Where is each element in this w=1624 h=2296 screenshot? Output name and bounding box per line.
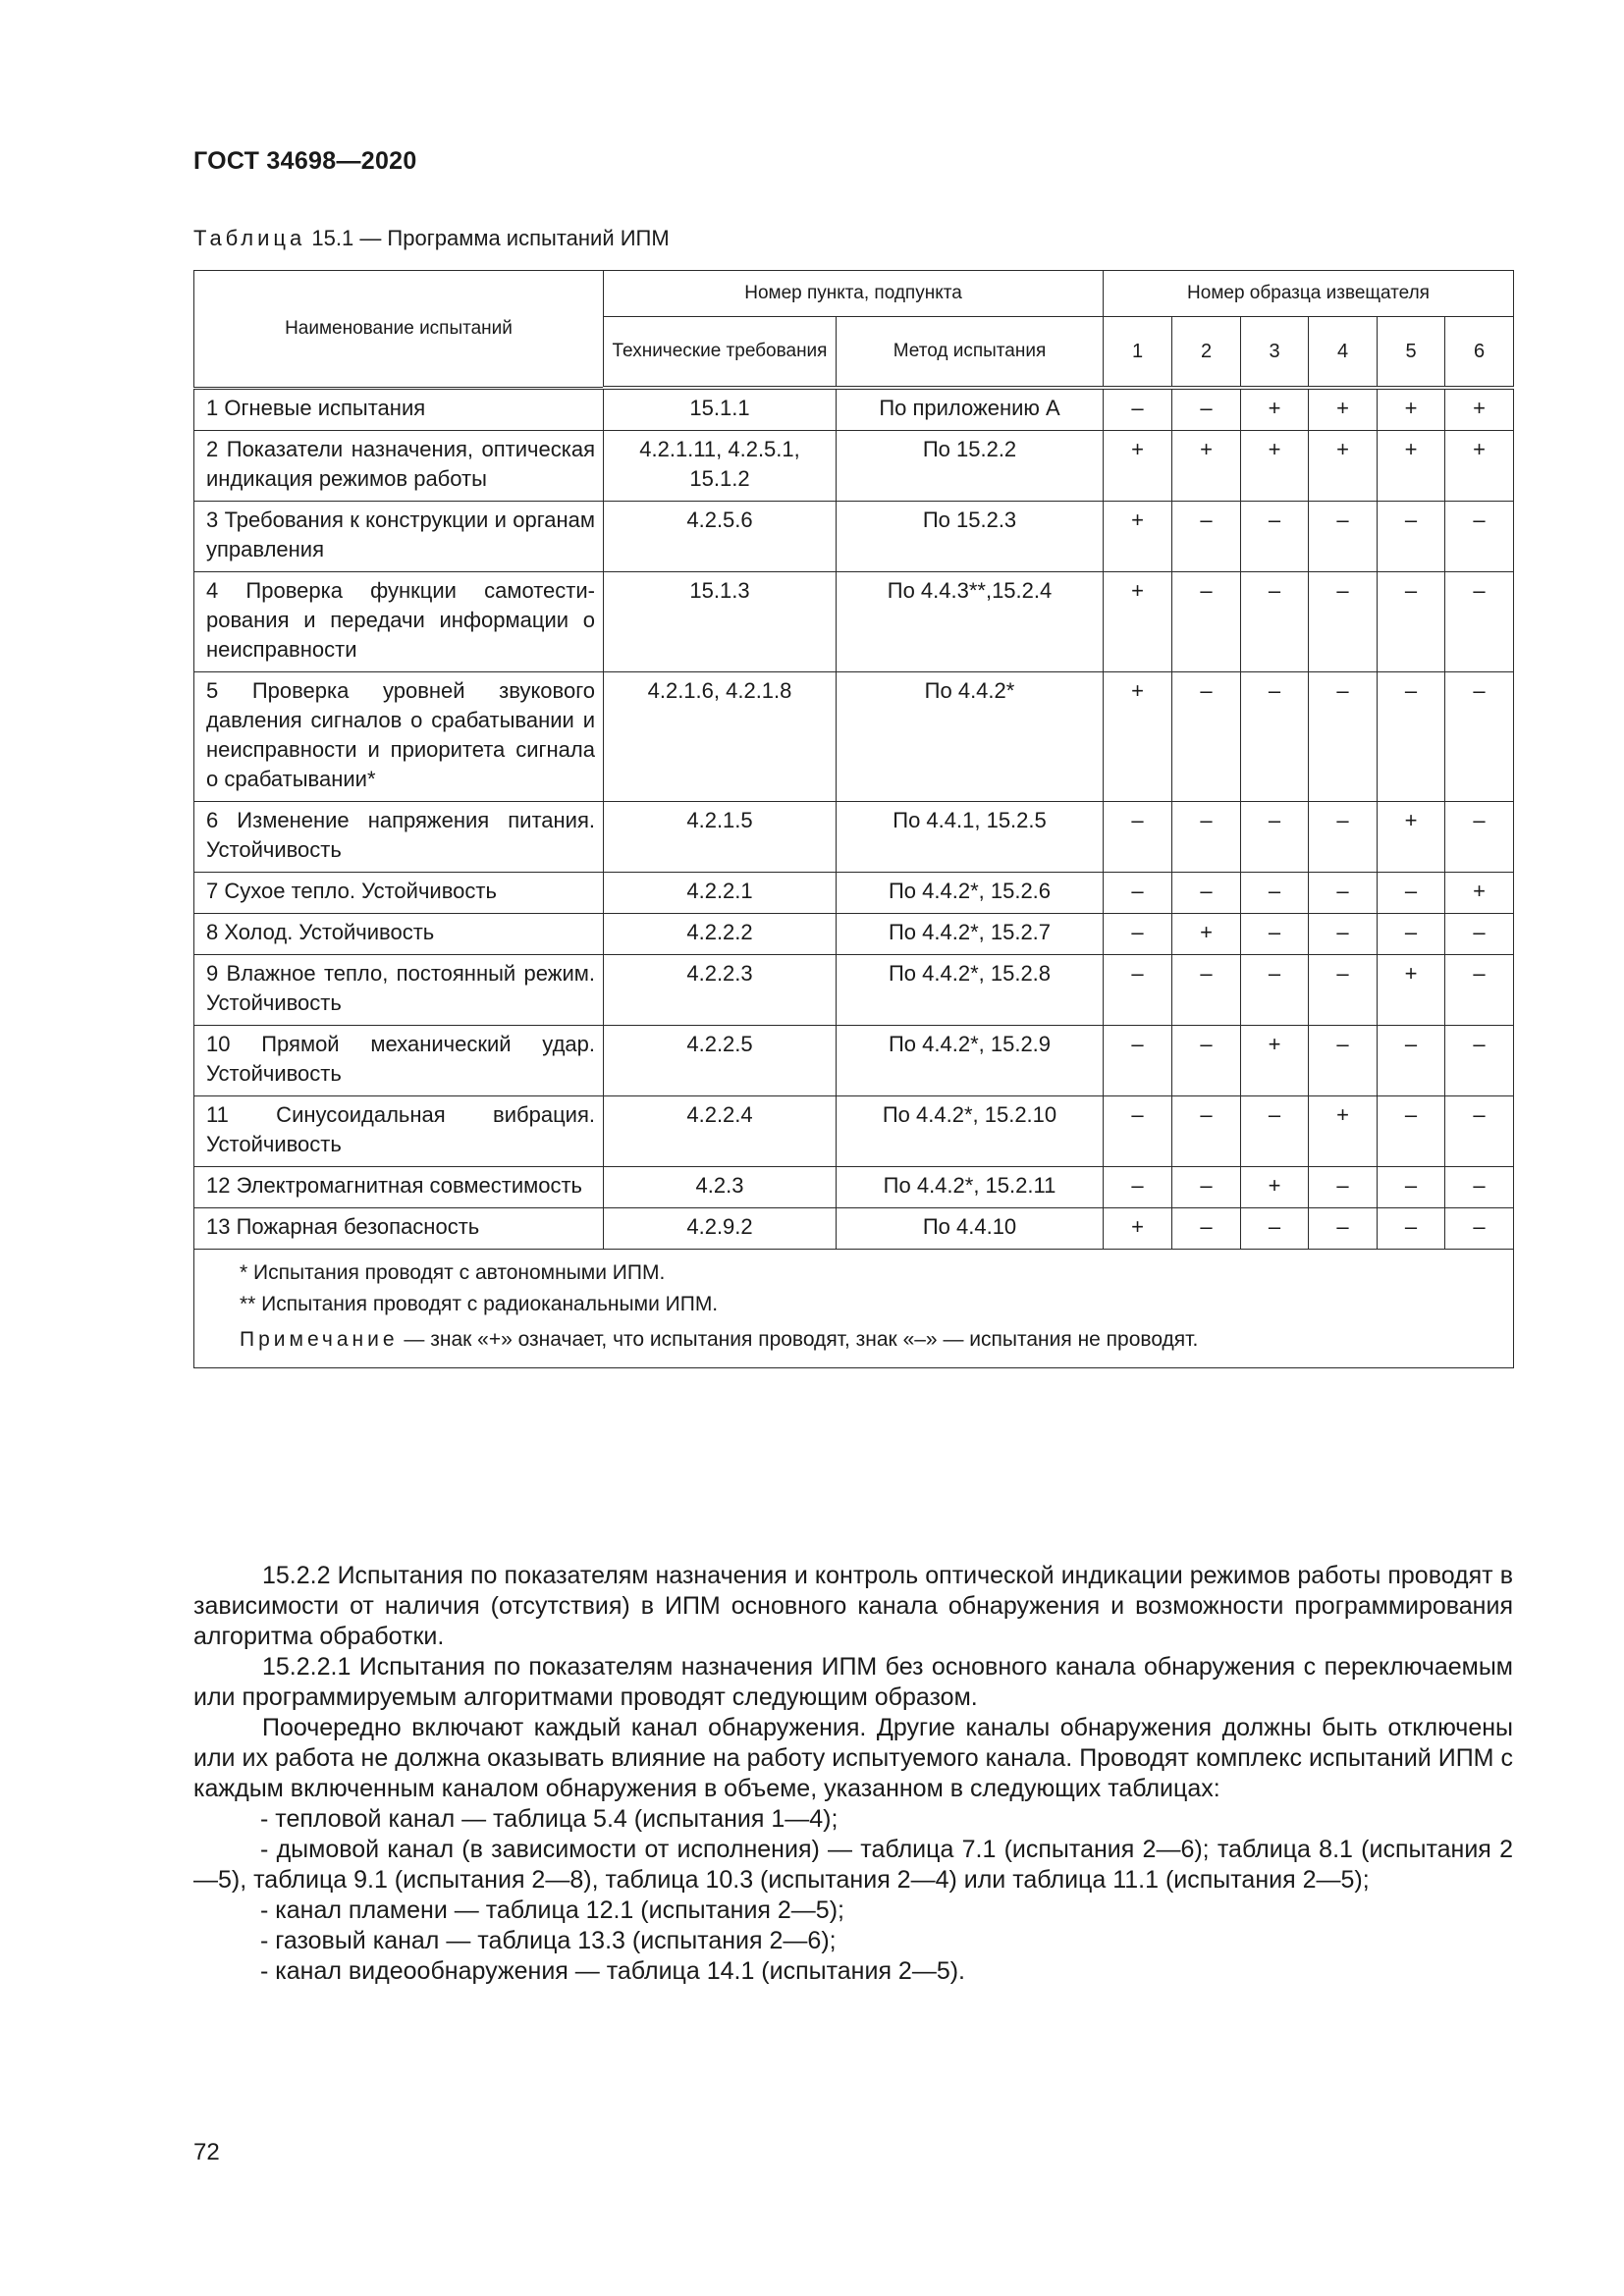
test-name-cell: 9 Влажное тепло, постоянный режим. Устойчивость — [194, 955, 604, 1026]
tech-requirement-cell: 4.2.3 — [604, 1167, 837, 1208]
caption-text: 15.1 — Программа испытаний ИПМ — [311, 226, 670, 250]
tech-requirement-cell: 4.2.2.4 — [604, 1096, 837, 1167]
table-footnotes — [194, 1250, 1514, 1368]
sample-mark-cell: – — [1445, 502, 1514, 572]
sample-mark-cell: – — [1172, 1167, 1241, 1208]
sample-mark-cell: + — [1309, 431, 1378, 502]
sample-mark-cell: – — [1241, 1096, 1309, 1167]
sample-mark-cell: – — [1172, 572, 1241, 672]
sample-mark-cell: – — [1445, 1208, 1514, 1250]
sample-mark-cell: – — [1172, 955, 1241, 1026]
test-name-cell: 12 Электромагнитная совместимость — [194, 1167, 604, 1208]
sample-mark-cell: – — [1378, 572, 1445, 672]
test-method-cell: По 4.4.2*, 15.2.6 — [837, 873, 1104, 914]
table-row — [194, 672, 1514, 802]
sample-mark-cell: – — [1241, 914, 1309, 955]
test-name-cell: 4 Проверка функции самотестирования и передачи информации о неисправности — [194, 572, 604, 672]
list-item: - газовый канал — таблица 13.3 (испытания 2—6); — [260, 1927, 837, 1954]
header-sample-2: 2 — [1172, 317, 1241, 389]
sample-mark-cell: + — [1309, 1096, 1378, 1167]
sample-mark-cell: – — [1378, 914, 1445, 955]
sample-mark-cell: – — [1309, 955, 1378, 1026]
test-method-cell: По 4.4.2* — [837, 672, 1104, 802]
table-row — [194, 572, 1514, 672]
page-number: 72 — [193, 2139, 220, 2165]
table-row — [194, 914, 1514, 955]
sample-mark-cell: – — [1309, 1167, 1378, 1208]
table-row — [194, 502, 1514, 572]
tech-requirement-cell: 4.2.1.11, 4.2.5.1, 15.1.2 — [604, 431, 837, 502]
test-name-cell: 10 Прямой механический удар. Устойчивость — [194, 1026, 604, 1096]
note-label: Примечание — [240, 1328, 399, 1351]
sample-mark-cell: – — [1241, 802, 1309, 873]
sample-mark-cell: – — [1104, 955, 1172, 1026]
sample-mark-cell: + — [1378, 388, 1445, 431]
tech-requirement-cell: 15.1.1 — [604, 388, 837, 431]
test-method-cell: По 4.4.2*, 15.2.10 — [837, 1096, 1104, 1167]
table-note — [240, 1324, 1501, 1356]
sample-mark-cell: – — [1172, 802, 1241, 873]
paragraph-15-2-2: 15.2.2 Испытания по показателям назначения и контроль оптической индикации режимов работы проводят в зависимости от наличия (отсутствия) в ИПМ основного канала обнаружения и возможности программирования алгоритма обработки. — [193, 1562, 1513, 1650]
sample-mark-cell: + — [1378, 802, 1445, 873]
test-method-cell: По 4.4.2*, 15.2.11 — [837, 1167, 1104, 1208]
sample-mark-cell: + — [1378, 955, 1445, 1026]
sample-mark-cell: – — [1309, 802, 1378, 873]
header-test-name: Наименование испытаний — [194, 271, 604, 389]
sample-mark-cell: + — [1172, 914, 1241, 955]
footnote-autonomous: * Испытания проводят с автономными ИПМ. — [240, 1261, 666, 1284]
sample-mark-cell: + — [1241, 388, 1309, 431]
header-sample-6: 6 — [1445, 317, 1514, 389]
note-text: — знак «+» означает, что испытания проводят, знак «–» — испытания не проводят. — [398, 1328, 1199, 1351]
tech-requirement-cell: 4.2.2.3 — [604, 955, 837, 1026]
sample-mark-cell: + — [1104, 1208, 1172, 1250]
test-name-cell: 11 Синусоидальная вибрация. Устойчивость — [194, 1096, 604, 1167]
sample-mark-cell: – — [1445, 1096, 1514, 1167]
document-header: ГОСТ 34698—2020 — [193, 147, 417, 175]
sample-mark-cell: – — [1378, 502, 1445, 572]
sample-mark-cell: – — [1172, 1096, 1241, 1167]
tech-requirement-cell: 4.2.2.2 — [604, 914, 837, 955]
sample-mark-cell: – — [1104, 802, 1172, 873]
test-method-cell: По 4.4.2*, 15.2.8 — [837, 955, 1104, 1026]
paragraph-procedure: Поочередно включают каждый канал обнаружения. Другие каналы обнаружения должны быть отключены или их работа не должна оказывать влияние на работу испытуемого канала. Проводят комплекс испытаний ИПМ с каждым включенным каналом обнаружения в объеме, указанном в следующих таблицах: — [193, 1714, 1513, 1802]
table-row — [194, 1208, 1514, 1250]
table-row — [194, 802, 1514, 873]
sample-mark-cell: – — [1445, 914, 1514, 955]
sample-mark-cell: – — [1445, 672, 1514, 802]
table-caption — [193, 226, 670, 251]
list-item: - канал пламени — таблица 12.1 (испытания 2—5); — [260, 1896, 844, 1924]
tech-requirement-cell: 4.2.2.1 — [604, 873, 837, 914]
sample-mark-cell: – — [1104, 1026, 1172, 1096]
test-method-cell: По 4.4.1, 15.2.5 — [837, 802, 1104, 873]
sample-mark-cell: – — [1172, 388, 1241, 431]
sample-mark-cell: – — [1241, 502, 1309, 572]
sample-mark-cell: – — [1378, 1026, 1445, 1096]
sample-mark-cell: – — [1172, 502, 1241, 572]
table-row — [194, 1026, 1514, 1096]
list-item: - дымовой канал (в зависимости от исполнения) — таблица 7.1 (испытания 2—6); таблица 8.1 (испытания 2—5), таблица 9.1 (испытания 2—8), таблица 10.3 (испытания 2—4) или таблица 11.1 (испытания 2—5); — [193, 1836, 1513, 1894]
sample-mark-cell: – — [1172, 873, 1241, 914]
sample-mark-cell: + — [1172, 431, 1241, 502]
sample-mark-cell: – — [1445, 1167, 1514, 1208]
sample-mark-cell: – — [1378, 1208, 1445, 1250]
sample-mark-cell: – — [1241, 873, 1309, 914]
sample-mark-cell: – — [1309, 572, 1378, 672]
sample-mark-cell: – — [1378, 873, 1445, 914]
test-method-cell: По 4.4.2*, 15.2.7 — [837, 914, 1104, 955]
test-name-cell: 1 Огневые испытания — [194, 388, 604, 431]
sample-mark-cell: – — [1104, 873, 1172, 914]
test-name-cell: 7 Сухое тепло. Устойчивость — [194, 873, 604, 914]
tech-requirement-cell: 4.2.1.5 — [604, 802, 837, 873]
header-sample-1: 1 — [1104, 317, 1172, 389]
sample-mark-cell: – — [1104, 388, 1172, 431]
footnote-radio: ** Испытания проводят с радиоканальными ИПМ. — [240, 1293, 719, 1315]
sample-mark-cell: – — [1241, 955, 1309, 1026]
tech-requirement-cell: 4.2.1.6, 4.2.1.8 — [604, 672, 837, 802]
sample-mark-cell: – — [1378, 1096, 1445, 1167]
header-tech-requirements: Технические требования — [604, 317, 837, 389]
header-clause-group: Номер пункта, подпункта — [604, 271, 1104, 317]
sample-mark-cell: + — [1241, 431, 1309, 502]
sample-mark-cell: + — [1104, 502, 1172, 572]
sample-mark-cell: + — [1378, 431, 1445, 502]
sample-mark-cell: + — [1104, 672, 1172, 802]
sample-mark-cell: – — [1241, 1208, 1309, 1250]
header-sample-5: 5 — [1378, 317, 1445, 389]
sample-mark-cell: + — [1241, 1167, 1309, 1208]
sample-mark-cell: + — [1104, 572, 1172, 672]
sample-mark-cell: – — [1241, 672, 1309, 802]
table-row — [194, 955, 1514, 1026]
sample-mark-cell: – — [1309, 1026, 1378, 1096]
sample-mark-cell: – — [1445, 955, 1514, 1026]
test-name-cell: 13 Пожарная безопасность — [194, 1208, 604, 1250]
tech-requirement-cell: 4.2.5.6 — [604, 502, 837, 572]
sample-mark-cell: + — [1445, 388, 1514, 431]
tech-requirement-cell: 4.2.2.5 — [604, 1026, 837, 1096]
sample-mark-cell: – — [1378, 672, 1445, 802]
test-name-cell: 6 Изменение напряжения питания. Устойчивость — [194, 802, 604, 873]
test-method-cell: По приложению А — [837, 388, 1104, 431]
test-program-table — [193, 270, 1514, 1368]
sample-mark-cell: – — [1309, 873, 1378, 914]
sample-mark-cell: – — [1104, 1167, 1172, 1208]
sample-mark-cell: – — [1445, 572, 1514, 672]
tech-requirement-cell: 4.2.9.2 — [604, 1208, 837, 1250]
sample-mark-cell: – — [1172, 672, 1241, 802]
test-method-cell: По 15.2.3 — [837, 502, 1104, 572]
sample-mark-cell: + — [1104, 431, 1172, 502]
header-sample-4: 4 — [1309, 317, 1378, 389]
header-sample-3: 3 — [1241, 317, 1309, 389]
table-row — [194, 1167, 1514, 1208]
channel-list — [193, 1804, 1513, 1987]
caption-label: Таблица — [193, 226, 306, 250]
test-name-cell: 5 Проверка уровней звукового давления сигналов о срабатывании и неисправности и приоритета сигнала о срабатывании* — [194, 672, 604, 802]
sample-mark-cell: – — [1378, 1167, 1445, 1208]
test-name-cell: 8 Холод. Устойчивость — [194, 914, 604, 955]
test-method-cell: По 4.4.2*, 15.2.9 — [837, 1026, 1104, 1096]
tech-requirement-cell: 15.1.3 — [604, 572, 837, 672]
test-name-cell: 3 Требования к конструкции и органам управления — [194, 502, 604, 572]
sample-mark-cell: + — [1241, 1026, 1309, 1096]
sample-mark-cell: – — [1309, 914, 1378, 955]
sample-mark-cell: – — [1241, 572, 1309, 672]
header-test-method: Метод испытания — [837, 317, 1104, 389]
sample-mark-cell: – — [1172, 1026, 1241, 1096]
list-item: - канал видеообнаружения — таблица 14.1 (испытания 2—5). — [260, 1957, 966, 1985]
sample-mark-cell: – — [1104, 1096, 1172, 1167]
table-row — [194, 1096, 1514, 1167]
sample-mark-cell: + — [1445, 431, 1514, 502]
table-row — [194, 431, 1514, 502]
test-method-cell: По 4.4.3**,15.2.4 — [837, 572, 1104, 672]
body-text — [193, 1561, 1513, 1987]
table-row — [194, 873, 1514, 914]
sample-mark-cell: – — [1445, 802, 1514, 873]
test-method-cell: По 15.2.2 — [837, 431, 1104, 502]
sample-mark-cell: – — [1445, 1026, 1514, 1096]
header-sample-group: Номер образца извещателя — [1104, 271, 1514, 317]
sample-mark-cell: – — [1309, 502, 1378, 572]
test-method-cell: По 4.4.10 — [837, 1208, 1104, 1250]
sample-mark-cell: – — [1172, 1208, 1241, 1250]
paragraph-15-2-2-1: 15.2.2.1 Испытания по показателям назначения ИПМ без основного канала обнаружения с переключаемым или программируемым алгоритмами проводят следующим образом. — [193, 1653, 1513, 1711]
sample-mark-cell: + — [1445, 873, 1514, 914]
table-row — [194, 388, 1514, 431]
sample-mark-cell: – — [1309, 672, 1378, 802]
sample-mark-cell: + — [1309, 388, 1378, 431]
list-item: - тепловой канал — таблица 5.4 (испытания 1—4); — [260, 1805, 839, 1833]
sample-mark-cell: – — [1309, 1208, 1378, 1250]
test-name-cell: 2 Показатели назначения, оптическая индикация режимов работы — [194, 431, 604, 502]
sample-mark-cell: – — [1104, 914, 1172, 955]
